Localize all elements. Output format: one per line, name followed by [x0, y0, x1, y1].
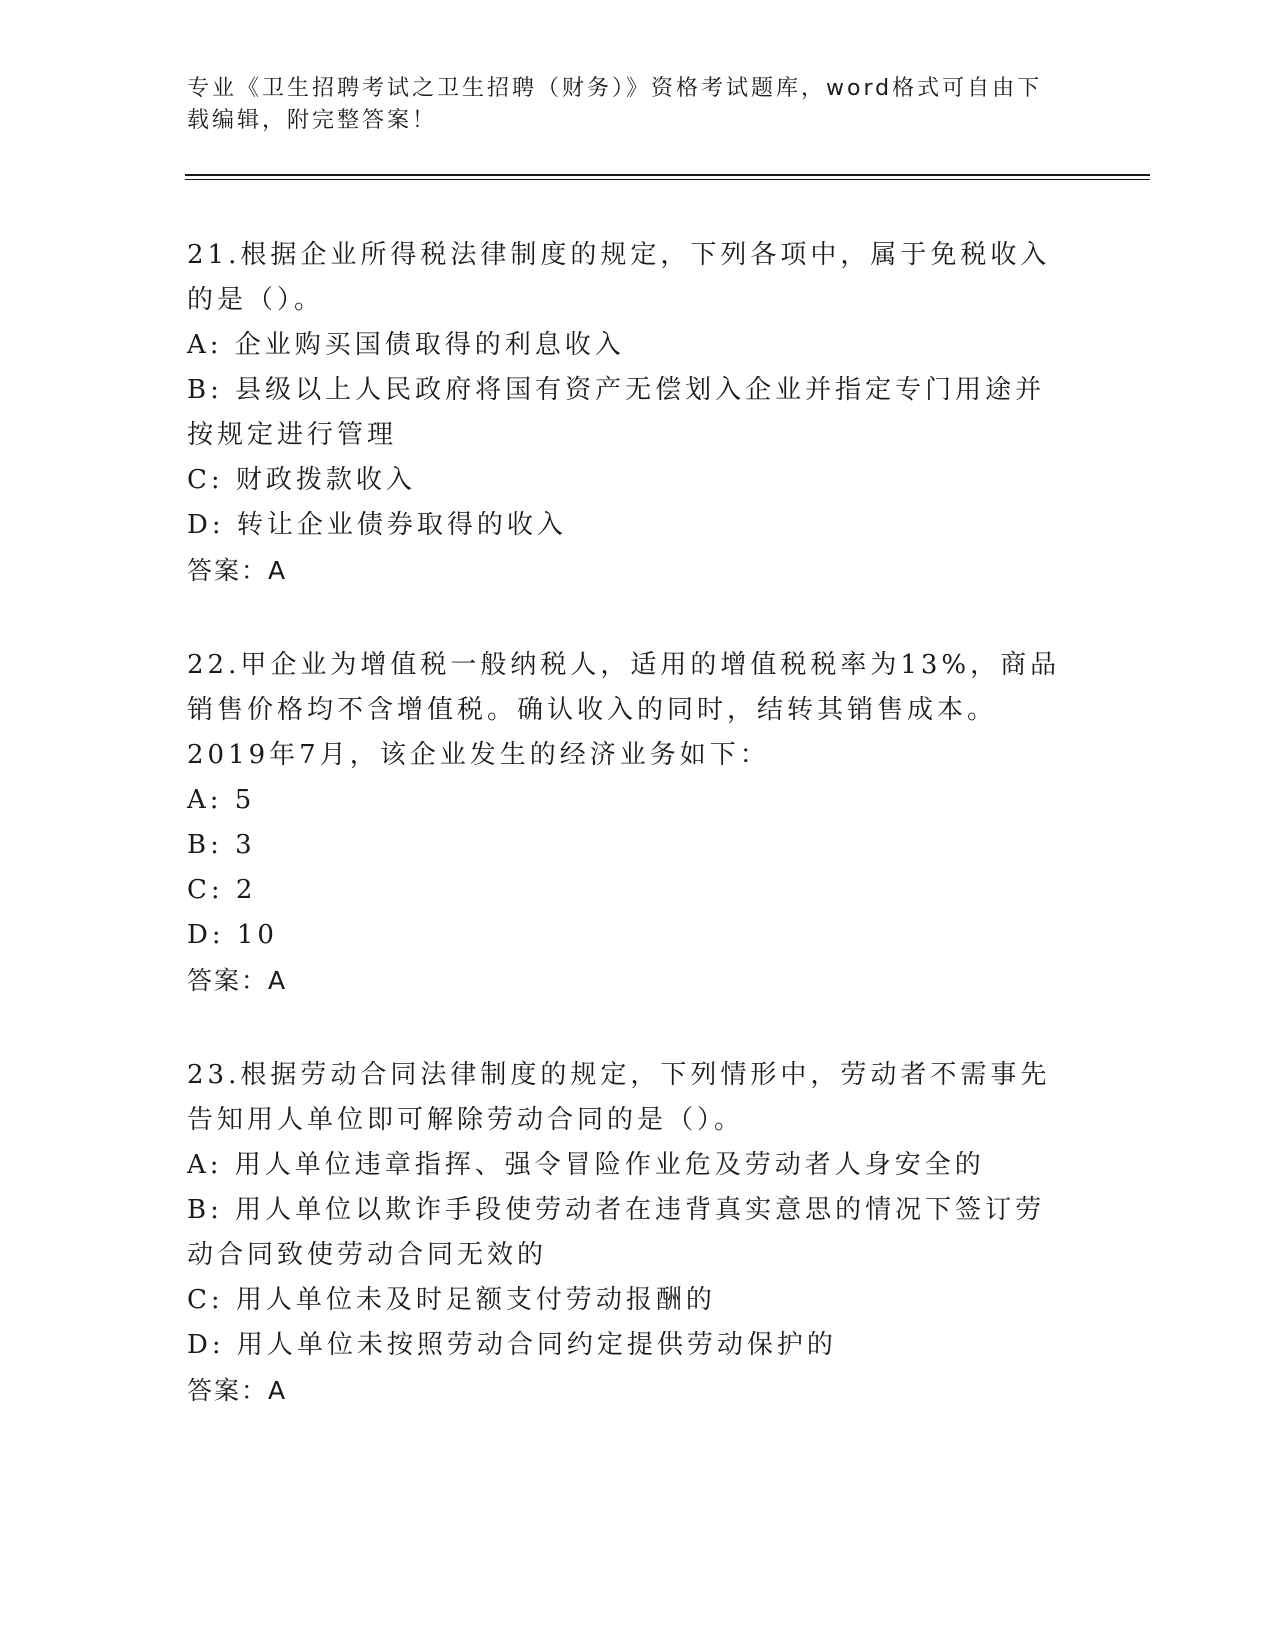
question-stem: 22.甲企业为增值税一般纳税人，适用的增值税税率为13%，商品销售价格均不含增值税。确认收入的同时，结转其销售成本。2019年7月，该企业发生的经济业务如下： [187, 650, 1061, 770]
option-c: C: 财政拨款收入 [187, 465, 416, 495]
option-b: B: 3 [187, 830, 256, 860]
option-b: B: 用人单位以欺诈手段使劳动者在违背真实意思的情况下签订劳动合同致使劳动合同无效的 [187, 1195, 1046, 1270]
question-stem: 21.根据企业所得税法律制度的规定，下列各项中，属于免税收入的是（）。 [187, 240, 1051, 315]
document-header: 专业《卫生招聘考试之卫生招聘（财务）》资格考试题库，word格式可自由下载编辑，附完整答案！ [187, 76, 1043, 133]
option-a: A: 5 [187, 785, 256, 815]
option-c: C: 2 [187, 875, 257, 905]
question-22 [187, 643, 1067, 1003]
answer-line: 答案：A [187, 966, 288, 995]
question-stem: 23.根据劳动合同法律制度的规定，下列情形中，劳动者不需事先告知用人单位即可解除劳动合同的是（）。 [187, 1060, 1051, 1135]
option-b: B: 县级以上人民政府将国有资产无偿划入企业并指定专门用途并按规定进行管理 [187, 375, 1046, 450]
option-a: A: 用人单位违章指挥、强令冒险作业危及劳动者人身安全的 [187, 1150, 985, 1180]
option-a: A: 企业购买国债取得的利息收入 [187, 330, 625, 360]
option-d: D: 转让企业债券取得的收入 [187, 510, 567, 540]
question-21 [187, 233, 1067, 593]
question-23 [187, 1053, 1067, 1413]
answer-line: 答案：A [187, 556, 288, 585]
answer-line: 答案：A [187, 1376, 288, 1405]
option-c: C: 用人单位未及时足额支付劳动报酬的 [187, 1285, 716, 1315]
header-divider [185, 174, 1150, 180]
option-d: D: 10 [187, 920, 278, 950]
option-d: D: 用人单位未按照劳动合同约定提供劳动保护的 [187, 1330, 837, 1360]
